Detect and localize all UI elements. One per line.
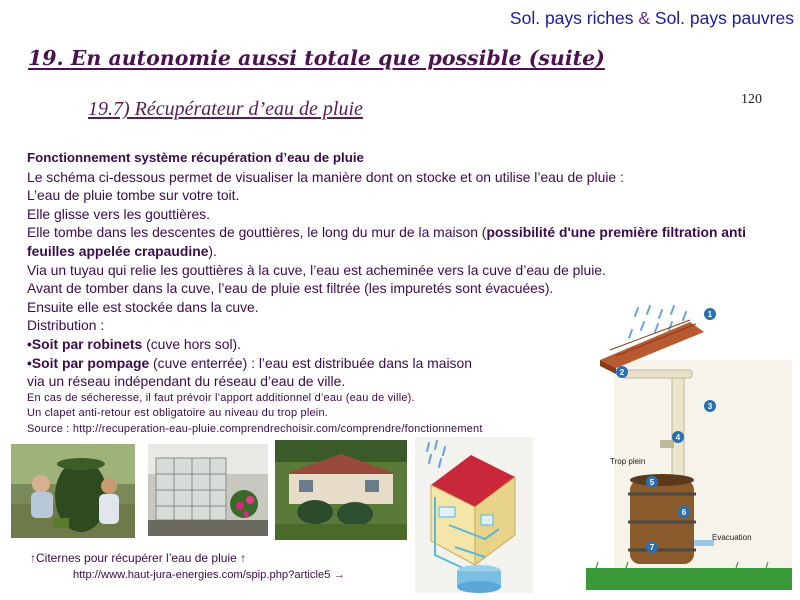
body-line: Via un tuyau qui relie les gouttières à la cuve, l’eau est acheminée vers la cuve d’eau de pluie.	[27, 261, 606, 278]
caption-link[interactable]: http://www.haut-jura-energies.com/spip.php?article5 →	[73, 569, 345, 581]
header-rich: Sol. pays riches	[509, 8, 634, 28]
page-subtitle: 19.7) Récupérateur d’eau de pluie	[88, 98, 363, 120]
pompage-rest: (cuve enterrée) : l’eau est distribuée dans la maison	[149, 354, 472, 371]
note-line: En cas de sécheresse, il faut prévoir l’apport additionnel d’eau (eau de ville).	[27, 391, 415, 404]
header-poor: Sol. pays pauvres	[654, 8, 794, 28]
photo-house-tanks	[275, 440, 407, 540]
body-line: L’eau de pluie tombe sur votre toit.	[27, 187, 240, 204]
body-line: Le schéma ci-dessous permet de visualiser la manière dont on stocke et on utilise l’eau de pluie :	[27, 168, 624, 185]
body-line: Ensuite elle est stockée dans la cuve.	[27, 298, 259, 315]
page-number: 120	[741, 92, 762, 107]
gutter-bold: possibilité d'une première filtration anti feuilles appelée crapaudine	[27, 224, 746, 259]
badge-5: 5	[649, 478, 655, 487]
house-rainwater-schematic	[415, 437, 533, 593]
body-line: via un réseau indépendant du réseau d’eau de ville.	[27, 373, 346, 390]
badge-6: 6	[681, 508, 687, 517]
note-line: Un clapet anti-retour est obligatoire au niveau du trop plein.	[27, 407, 329, 420]
evacuation-label: Evacuation	[712, 533, 752, 542]
robinets-bold: •Soit par robinets	[27, 335, 143, 352]
gutter-after: ).	[208, 242, 217, 259]
body-line-gutter	[27, 223, 747, 260]
header-amp: &	[638, 8, 651, 28]
badge-2: 2	[619, 368, 625, 377]
body-line: Avant de tomber dans la cuve, l’eau de pluie est filtrée (les impuretés sont évacuées).	[27, 280, 554, 297]
photo-ibc-tank	[148, 444, 268, 536]
source-line: Source : http://recuperation-eau-pluie.comprendrechoisir.com/comprendre/fonctionnement	[27, 422, 483, 435]
badge-7: 7	[649, 543, 655, 552]
body-line: Elle glisse vers les gouttières.	[27, 205, 210, 222]
badge-1: 1	[707, 310, 713, 319]
body-heading: Fonctionnement système récupération d’eau de pluie	[27, 150, 364, 165]
badge-4: 4	[675, 433, 681, 442]
trop-plein-label: Trop plein	[610, 457, 646, 466]
caption-citernes: ↑Citernes pour récupérer l’eau de pluie ↑	[30, 551, 247, 565]
gutter-text: Elle tombe dans les descentes de gouttières, le long du mur de la maison (	[27, 224, 487, 241]
pompage-bold: •Soit par pompage	[27, 354, 150, 371]
robinets-rest: (cuve hors sol).	[142, 335, 242, 352]
badge-3: 3	[707, 402, 713, 411]
body-line: Distribution :	[27, 317, 105, 334]
page-title: 19. En autonomie aussi totale que possible (suite)	[28, 46, 605, 70]
section-header	[510, 8, 794, 29]
photo-green-barrel	[11, 444, 135, 538]
rain-barrel-diagram	[586, 300, 792, 590]
